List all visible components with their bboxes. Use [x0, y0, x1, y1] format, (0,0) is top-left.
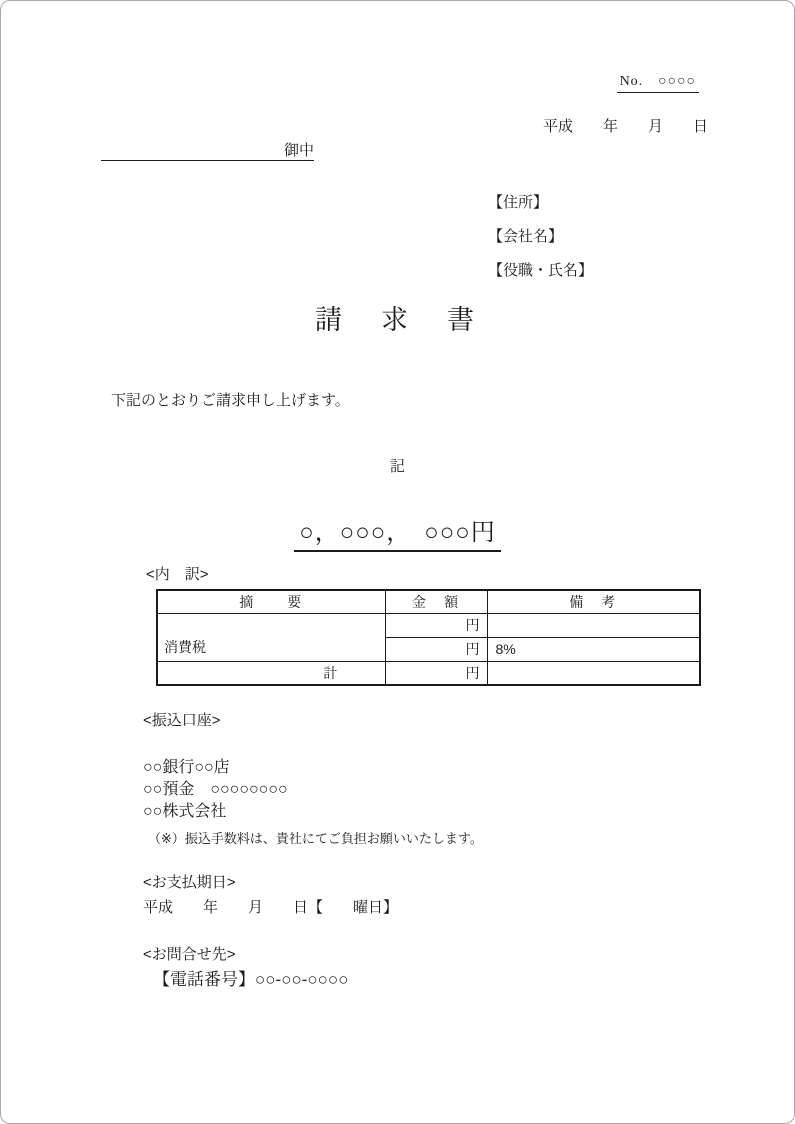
cell-summary-total: 計: [157, 661, 385, 685]
bank-section-heading: <振込口座>: [143, 712, 221, 729]
sender-company: 【会社名】: [488, 228, 564, 245]
payment-due-date: 平成 年 月 日【 曜日】: [143, 899, 399, 916]
bank-holder-line: ○○株式会社: [143, 803, 227, 820]
contact-section-heading: <お問合せ先>: [143, 946, 236, 963]
addressee-honorific: 御中: [283, 142, 314, 159]
payment-section-heading: <お支払期日>: [143, 874, 236, 891]
breakdown-table: [156, 589, 701, 686]
table-header-row: [157, 590, 700, 613]
bank-details: [143, 758, 288, 824]
total-amount-row: [1, 512, 794, 552]
cell-summary-tax: 消費税: [157, 613, 385, 661]
document-title: 請 求 書: [315, 305, 480, 335]
addressee-line: [101, 140, 314, 161]
col-header-amount: 金 額: [385, 590, 487, 613]
cell-note-row1: [487, 613, 700, 637]
issue-date: 平成 年 月 日: [543, 118, 709, 135]
cell-note-row3: [487, 661, 700, 685]
cell-note-row2: 8%: [487, 637, 700, 661]
cell-amount-row2: 円: [385, 637, 487, 661]
record-mark: 記: [389, 458, 405, 475]
doc-number: No. ○○○○: [617, 70, 699, 93]
total-amount: ○，○○○， ○○○円: [294, 512, 500, 552]
table-row: [157, 613, 700, 637]
col-header-summary: 摘 要: [157, 590, 385, 613]
greeting-text: 下記のとおりご請求申し上げます。: [111, 392, 350, 409]
bank-branch-line: ○○銀行○○店: [143, 759, 230, 776]
table-row: [157, 661, 700, 685]
bank-account-line: ○○預金 ○○○○○○○○: [143, 781, 288, 798]
sender-block: [488, 193, 593, 295]
col-header-note: 備 考: [487, 590, 700, 613]
cell-amount-row1: 円: [385, 613, 487, 637]
breakdown-heading: <内 訳>: [146, 566, 209, 583]
cell-amount-row3: 円: [385, 661, 487, 685]
sender-role-name: 【役職・氏名】: [488, 262, 594, 279]
sender-address: 【住所】: [488, 194, 549, 211]
contact-phone-number: 【電話番号】○○-○○-○○○○: [153, 970, 349, 989]
transfer-fee-note: （※）振込手数料は、貴社にてご負担お願いいたします。: [148, 831, 483, 846]
